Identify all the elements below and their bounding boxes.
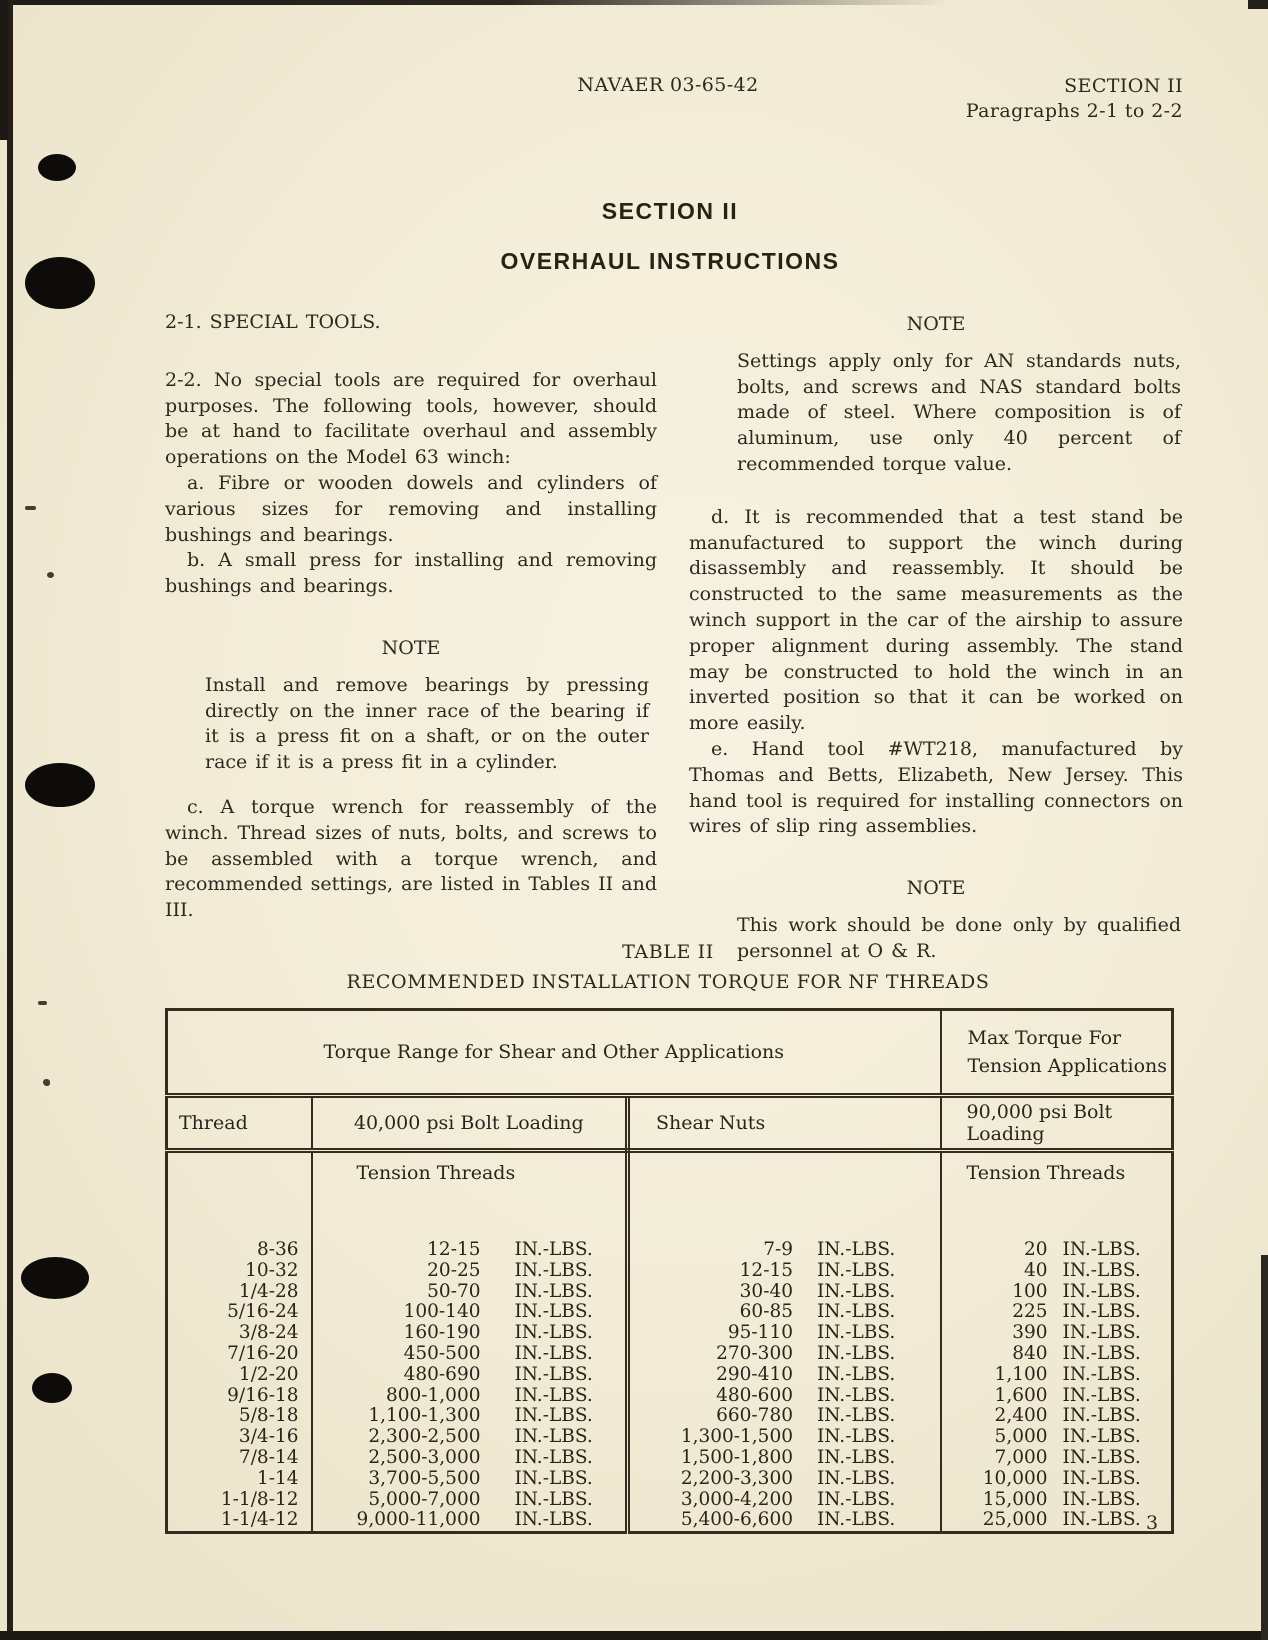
torque-table (165, 1008, 1174, 1534)
table-title: TABLE II (622, 941, 714, 963)
thread-size-cell: 1-1/8-12 (167, 1490, 312, 1511)
thread-size-cell: 7/16-20 (167, 1344, 312, 1365)
table-row (167, 1236, 1173, 1261)
note-body: This work should be done only by qualified personnel at O & R. (737, 913, 1181, 962)
torque-40000-cell: 160-190 IN.-LBS. (312, 1323, 628, 1344)
thread-size-cell: 1-14 (167, 1469, 312, 1490)
torque-90000-cell: 1,600 IN.-LBS. (994, 1384, 1141, 1406)
header-40000-psi: 40,000 psi Bolt Loading (312, 1096, 628, 1151)
scan-edge-left (7, 0, 13, 1640)
note-label: NOTE (906, 877, 966, 900)
item-a: a. Fibre or wooden dowels and cylinders of various sizes for removing and installing bushings and bearings. (165, 471, 657, 546)
torque-90000-cell: 1,100 IN.-LBS. (994, 1363, 1141, 1385)
para-2-2: 2-2. No special tools are required for overhaul purposes. The following tools, however, should be at hand to facilitate overhaul and assembly operations on the Model 63 winch: (165, 368, 657, 469)
ink-speck (43, 1079, 50, 1086)
header-shear-nuts: Shear Nuts (628, 1096, 941, 1151)
torque-40000-cell: 9,000-11,000 IN.-LBS. (312, 1510, 628, 1532)
section-label: SECTION II (1064, 75, 1183, 97)
scan-edge-top (0, 0, 1268, 5)
table-subtitle: RECOMMENDED INSTALLATION TORQUE FOR NF THREADS (346, 971, 990, 993)
header-torque-range: Torque Range for Shear and Other Applications (167, 1010, 941, 1096)
para-2-1: 2-1. SPECIAL TOOLS. (165, 311, 381, 333)
torque-40000-cell: 50-70 IN.-LBS. (312, 1282, 628, 1303)
shear-nuts-cell: 3,000-4,200 IN.-LBS. (628, 1490, 941, 1511)
shear-nuts-cell: 5,400-6,600 IN.-LBS. (628, 1510, 941, 1532)
scan-edge-right-top (1248, 0, 1268, 9)
table-row (167, 1365, 1173, 1386)
left-column (165, 310, 657, 924)
shear-nuts-cell: 1,300-1,500 IN.-LBS. (628, 1427, 941, 1448)
table-row (167, 1490, 1173, 1511)
shear-nuts-cell: 270-300 IN.-LBS. (628, 1344, 941, 1365)
punch-hole-mark (25, 257, 95, 309)
torque-90000-cell: 10,000 IN.-LBS. (982, 1467, 1141, 1489)
table-header-row (167, 1010, 1173, 1096)
torque-90000-cell: 100 IN.-LBS. (1012, 1280, 1141, 1302)
torque-90000-cell: 25,000 IN.-LBS. (982, 1509, 1141, 1531)
note-label: NOTE (381, 636, 441, 659)
thread-size-cell: 1/2-20 (167, 1365, 312, 1386)
shear-nuts-cell: 7-9 IN.-LBS. (628, 1236, 941, 1261)
torque-40000-cell: 2,300-2,500 IN.-LBS. (312, 1427, 628, 1448)
torque-40000-cell: 5,000-7,000 IN.-LBS. (312, 1490, 628, 1511)
shear-nuts-cell: 12-15 IN.-LBS. (628, 1261, 941, 1282)
thread-size-cell: 7/8-14 (167, 1448, 312, 1469)
table-row (167, 1302, 1173, 1323)
subheader-tension-threads: Tension Threads (966, 1162, 1126, 1184)
page-number: 3 (1146, 1512, 1159, 1534)
table-row (167, 1386, 1173, 1407)
shear-nuts-cell: 660-780 IN.-LBS. (628, 1406, 941, 1427)
scan-edge-bottom (0, 1631, 1268, 1640)
table-row (167, 1406, 1173, 1427)
punch-hole-mark (21, 1257, 89, 1299)
torque-40000-cell: 800-1,000 IN.-LBS. (312, 1386, 628, 1407)
table-subheader-row (167, 1151, 1173, 1237)
table-row (167, 1469, 1173, 1490)
table-row (167, 1510, 1173, 1532)
table-row (167, 1427, 1173, 1448)
torque-90000-cell: 5,000 IN.-LBS. (994, 1426, 1141, 1448)
note-body: Install and remove bearings by pressing directly on the inner race of the bearing if it is a press fit on a shaft, or on the outer race if it is a press fit in a cylinder. (205, 673, 649, 774)
torque-90000-cell: 390 IN.-LBS. (1012, 1322, 1141, 1344)
scan-edge-left-corner (0, 0, 8, 140)
torque-40000-cell: 480-690 IN.-LBS. (312, 1365, 628, 1386)
torque-90000-cell: 20 IN.-LBS. (1023, 1239, 1141, 1260)
shear-nuts-cell: 30-40 IN.-LBS. (628, 1282, 941, 1303)
ink-speck (38, 1001, 47, 1005)
torque-40000-cell: 2,500-3,000 IN.-LBS. (312, 1448, 628, 1469)
header-90000-psi: 90,000 psi Bolt Loading (941, 1096, 1173, 1151)
item-c: c. A torque wrench for reassembly of the winch. Thread sizes of nuts, bolts, and screws to be assembled with a torque wrench, and recommended settings, are listed in Tables II and III. (165, 795, 657, 922)
torque-40000-cell: 100-140 IN.-LBS. (312, 1302, 628, 1323)
thread-size-cell: 3/8-24 (167, 1323, 312, 1344)
shear-nuts-cell: 95-110 IN.-LBS. (628, 1323, 941, 1344)
ink-speck (25, 506, 36, 510)
torque-90000-cell: 7,000 IN.-LBS. (994, 1446, 1141, 1468)
shear-nuts-cell: 290-410 IN.-LBS. (628, 1365, 941, 1386)
torque-40000-cell: 450-500 IN.-LBS. (312, 1344, 628, 1365)
thread-size-cell: 3/4-16 (167, 1427, 312, 1448)
thread-size-cell: 8-36 (167, 1236, 312, 1261)
thread-size-cell: 10-32 (167, 1261, 312, 1282)
table-row (167, 1261, 1173, 1282)
punch-hole-mark (32, 1373, 72, 1403)
torque-40000-cell: 1,100-1,300 IN.-LBS. (312, 1406, 628, 1427)
shear-nuts-cell: 2,200-3,300 IN.-LBS. (628, 1469, 941, 1490)
punch-hole-mark (25, 763, 95, 807)
thread-size-cell: 5/8-18 (167, 1406, 312, 1427)
table-row (167, 1282, 1173, 1303)
torque-90000-cell: 15,000 IN.-LBS. (982, 1488, 1141, 1510)
punch-hole-mark (38, 154, 76, 181)
thread-size-cell: 9/16-18 (167, 1386, 312, 1407)
note-label: NOTE (906, 313, 966, 335)
page-title: OVERHAUL INSTRUCTIONS (500, 248, 840, 274)
torque-40000-cell: 12-15 IN.-LBS. (312, 1236, 628, 1261)
section-heading: SECTION II (601, 198, 739, 224)
thread-size-cell: 1-1/4-12 (167, 1510, 312, 1532)
header-thread: Thread (167, 1096, 312, 1151)
ink-speck (47, 572, 54, 578)
thread-size-cell: 1/4-28 (167, 1282, 312, 1303)
scan-edge-right-bottom (1261, 1255, 1268, 1640)
right-column (689, 310, 1183, 965)
item-b: b. A small press for installing and removing bushings and bearings. (165, 549, 657, 598)
torque-90000-cell: 225 IN.-LBS. (1012, 1301, 1141, 1323)
torque-40000-cell: 20-25 IN.-LBS. (312, 1261, 628, 1282)
item-d: d. It is recommended that a test stand be manufactured to support the winch during disassembly and reassembly. It should be constructed to the same measurements as the winch support in the car of the airship to assure proper alignment during assembly. The stand may be constructed to hold the winch in an inverted position so that it can be worked on more easily. (689, 505, 1183, 735)
torque-90000-cell: 40 IN.-LBS. (1023, 1259, 1141, 1281)
thread-size-cell: 5/16-24 (167, 1302, 312, 1323)
shear-nuts-cell: 480-600 IN.-LBS. (628, 1386, 941, 1407)
table-row (167, 1323, 1173, 1344)
table-row (167, 1448, 1173, 1469)
torque-40000-cell: 3,700-5,500 IN.-LBS. (312, 1469, 628, 1490)
torque-90000-cell: 840 IN.-LBS. (1012, 1342, 1141, 1364)
subheader-tension-threads: Tension Threads (312, 1151, 628, 1237)
item-e: e. Hand tool #WT218, manufactured by Thomas and Betts, Elizabeth, New Jersey. This hand tool is required for installing connectors on wires of slip ring assemblies. (689, 737, 1183, 838)
table-body (167, 1236, 1173, 1533)
table-row (167, 1344, 1173, 1365)
table-header-row (167, 1096, 1173, 1151)
torque-90000-cell: 2,400 IN.-LBS. (994, 1405, 1141, 1427)
shear-nuts-cell: 1,500-1,800 IN.-LBS. (628, 1448, 941, 1469)
doc-number: NAVAER 03-65-42 (577, 74, 759, 96)
shear-nuts-cell: 60-85 IN.-LBS. (628, 1302, 941, 1323)
note-body: Settings apply only for AN standards nuts, bolts, and screws and NAS standard bolts made of steel. Where composition is of aluminum, use only 40 percent of recommended torque value. (737, 349, 1181, 475)
running-header-right (966, 74, 1183, 124)
header-max-torque: Max Torque For Tension Applications (941, 1010, 1173, 1096)
paragraph-range: Paragraphs 2-1 to 2-2 (965, 100, 1183, 122)
